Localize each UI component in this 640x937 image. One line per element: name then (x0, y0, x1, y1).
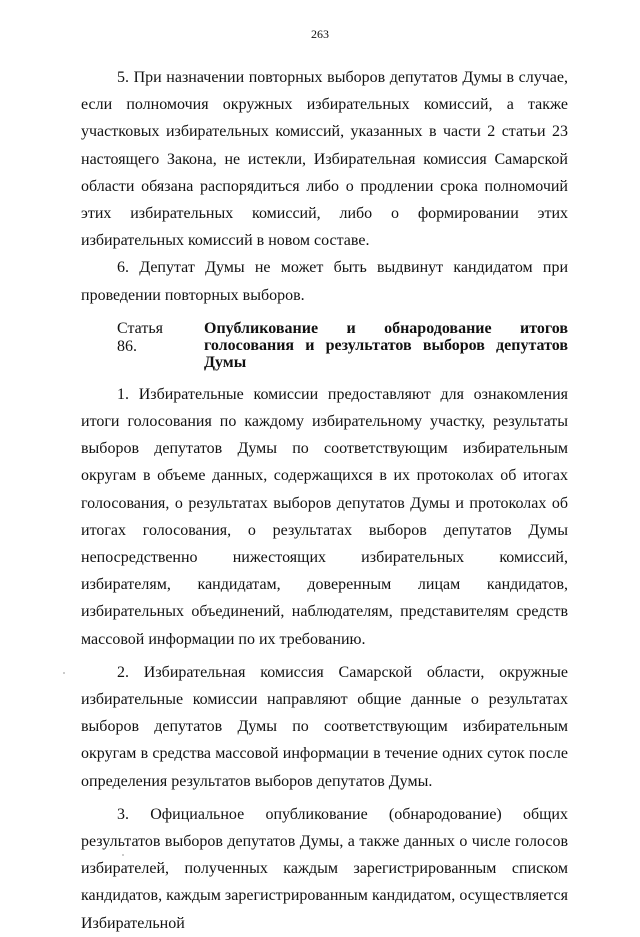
paragraph-3: 3. Официальное опубликование (обнародование) общих результатов выборов депутатов Думы, а также данных о числе голосов избирателей, полученных каждым зарегистрированным списком кандидатов, каждым зарегистрированным кандидатом, осуществляется Избирательной (81, 805, 568, 932)
paragraph-5: 5. При назначении повторных выборов депутатов Думы в случае, если полномочия окружных избирательных комиссий, а также участковых избирательных комиссий, указанных в части 2 статьи 23 настоящего Закона, не истекли, Избирательная комиссия Самарской области обязана распорядиться либо о продлении срока полномочий этих избирательных комиссий, либо о формировании этих избирательных комиссий в новом составе. (81, 69, 568, 250)
paragraph-6: 6. Депутат Думы не может быть выдвинут кандидатом при проведении повторных выборов. (81, 259, 568, 304)
document-body (81, 64, 568, 937)
scan-speck (63, 672, 65, 674)
article-heading (81, 320, 568, 371)
scan-speck (122, 854, 124, 856)
article-title: Опубликование и обнародование итогов голосования и результатов выборов депутатов Думы (204, 319, 568, 371)
paragraph-1: 1. Избирательные комиссии предоставляют для ознакомления итоги голосования по каждому избирательному участку, результаты выборов депутатов Думы по соответствующим избирательным округам в объеме данных, содержащихся в их протоколах об итогах голосования, о результатах выборов депутатов Думы и протоколах об итогах голосования, о результатах выборов депутатов Думы непосредственно нижестоящих избирательных комиссий, избирателям, кандидатам, доверенным лицам кандидатов, избирательных объединений, наблюдателям, представителям средств массовой информации по их требованию. (81, 385, 568, 648)
article-number: Статья 86. (117, 319, 163, 355)
page-number: 263 (311, 27, 329, 41)
paragraph-2: 2. Избирательная комиссия Самарской области, окружные избирательные комиссии направляют общие данные о результатах выборов депутатов Думы по соответствующим избирательным округам в средства массовой информации в течение одних суток после определения результатов выборов депутатов Думы. (81, 663, 568, 790)
